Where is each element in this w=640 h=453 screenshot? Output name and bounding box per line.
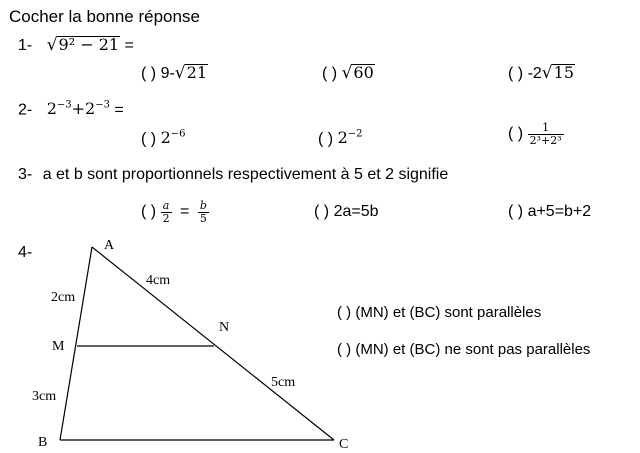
q3-opt2-text: 2a=5b [333,203,379,220]
q4-option-2[interactable] [337,342,590,357]
checkbox-paren[interactable]: ( ) [508,203,524,220]
q3-option-1[interactable]: ( ) $\frac{a}{2}$ = $\frac{b}{5}$ [141,199,207,225]
sqrt-icon: √ [541,63,553,83]
checkbox-paren[interactable]: ( ) [318,130,334,148]
length-label-AM: 2cm [51,290,76,305]
q3-opt1-right-fraction: $\frac{b}{5}$ [199,199,207,225]
question-number: 1- [18,37,33,54]
checkbox-paren[interactable]: ( ) [508,125,524,143]
vertex-label-C: C [339,437,349,452]
q1-opt3-radical: √15 [541,63,574,83]
checkbox-paren[interactable]: ( ) [141,130,157,148]
page-title: Cocher la bonne réponse [9,7,200,26]
checkbox-paren[interactable]: ( ) [141,203,157,221]
length-label-MB: 3cm [32,389,57,404]
checkbox-paren[interactable]: ( ) [141,65,157,82]
q1-opt1-prefix: 9- [160,65,175,82]
q1-radicand: 9² − 21 [58,35,120,54]
q2-opt3-fraction: $\frac{1}{\text{2³+2³}}$ [529,121,562,147]
q2-expression: $2^{-3}+2^{-3}$ [46,99,110,119]
q3-statement: a et b sont proportionnels respectivement à 5 et 2 signifie [42,166,449,183]
q3-opt1-left-fraction: $\frac{a}{2}$ [162,199,170,225]
vertex-label-B: B [38,435,48,450]
question-4-number: 4- [18,244,33,261]
sqrt-icon: √ [341,63,353,83]
q2-equals: = [114,101,124,119]
q1-opt3-prefix: -2 [527,65,542,82]
sqrt-icon: √ [174,63,186,83]
q1-equals: = [124,37,134,54]
q4-opt2-text: (MN) et (BC) ne sont pas parallèles [355,341,591,358]
checkbox-paren[interactable]: ( ) [508,65,524,82]
checkbox-paren[interactable]: ( ) [322,65,338,82]
q1-opt1-radical: √21 [174,63,207,83]
sqrt-icon: √ [46,35,58,55]
q1-opt2-radical: √60 [341,63,374,83]
checkbox-paren[interactable]: ( ) [314,203,330,220]
checkbox-paren[interactable]: ( ) [337,341,352,358]
q2-opt1-value: $2^{-6}$ [160,128,186,148]
q2-opt2-value: $2^{-2}$ [337,128,363,148]
checkbox-paren[interactable]: ( ) [337,304,352,321]
q3-opt3-text: a+5=b+2 [527,203,592,220]
point-label-M: M [52,339,65,354]
vertex-label-A: A [104,238,115,253]
side-AB [60,247,92,440]
side-AC [92,247,334,440]
length-label-NC: 5cm [271,375,296,390]
q4-option-1[interactable] [337,305,541,320]
question-number: 2- [18,101,33,119]
q4-opt1-text: (MN) et (BC) sont parallèles [355,304,542,321]
point-label-N: N [219,320,230,335]
question-number: 3- [18,166,33,183]
length-label-AN: 4cm [146,273,171,288]
